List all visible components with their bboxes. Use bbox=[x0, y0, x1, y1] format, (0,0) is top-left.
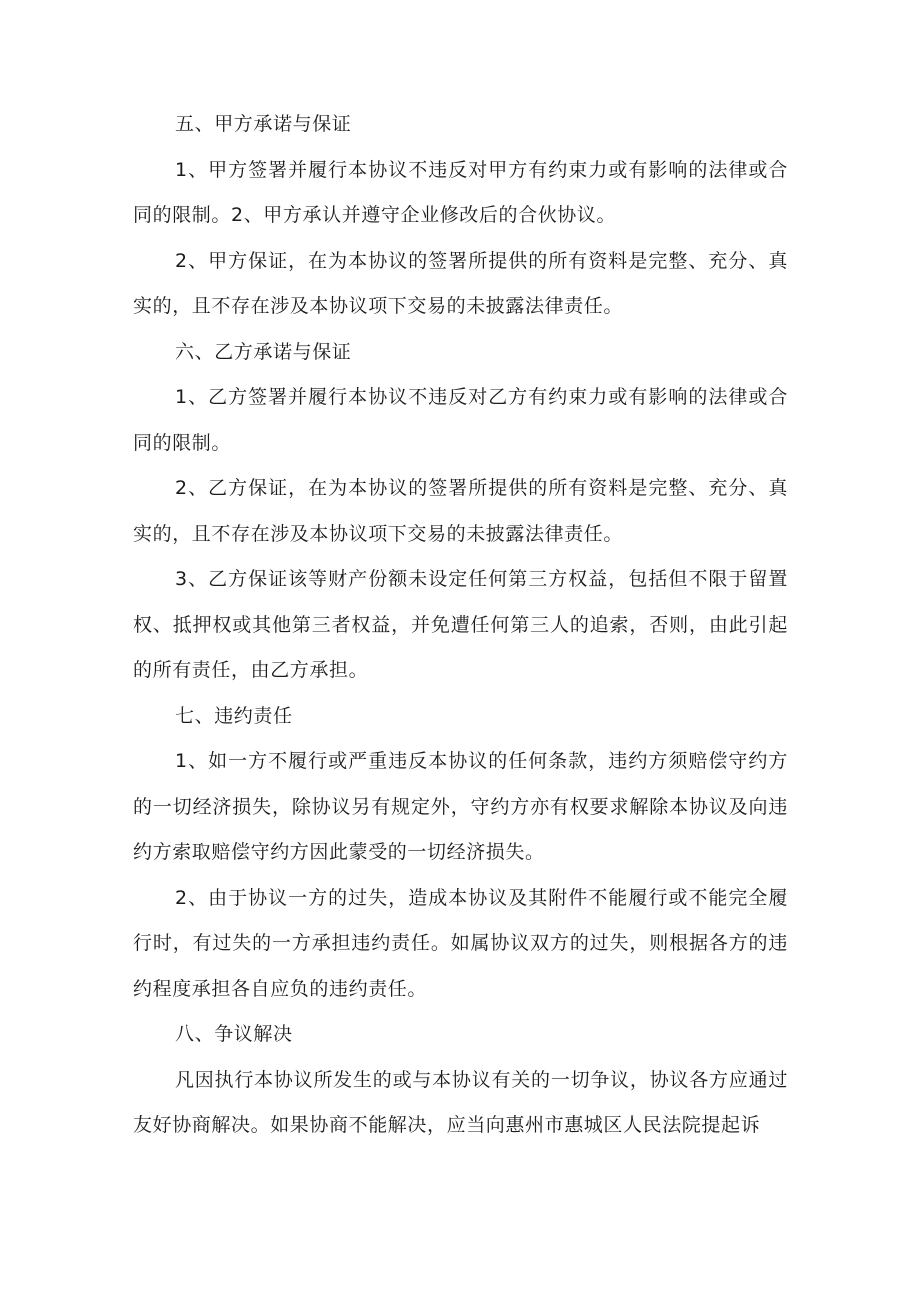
paragraph: 2、乙方保证，在为本协议的签署所提供的所有资料是完整、充分、真实的，且不存在涉及本协议项下交易的未披露法律责任。 bbox=[133, 477, 788, 545]
paragraph: 1、如一方不履行或严重违反本协议的任何条款，违约方须赔偿守约方的一切经济损失，除协议另有规定外，守约方亦有权要求解除本协议及向违约方索取赔偿守约方因此蒙受的一切经济损失。 bbox=[133, 750, 788, 863]
paragraph: 2、由于协议一方的过失，造成本协议及其附件不能履行或不能完全履行时，有过失的一方承担违约责任。如属协议双方的过失，则根据各方的违约程度承担各自应负的违约责任。 bbox=[133, 886, 788, 1000]
section-heading: 六、乙方承诺与保证 bbox=[175, 340, 352, 363]
paragraph: 凡因执行本协议所发生的或与本协议有关的一切争议，协议各方应通过友好协商解决。如果协商不能解决，应当向惠州市惠城区人民法院提起诉 bbox=[133, 1068, 788, 1136]
paragraph: 1、乙方签署并履行本协议不违反对乙方有约束力或有影响的法律或合同的限制。 bbox=[133, 386, 788, 454]
section-heading: 七、违约责任 bbox=[175, 704, 293, 727]
paragraph: 2、甲方保证，在为本协议的签署所提供的所有资料是完整、充分、真实的，且不存在涉及本协议项下交易的未披露法律责任。 bbox=[133, 249, 788, 317]
document-body bbox=[133, 102, 788, 1149]
paragraph: 3、乙方保证该等财产份额未设定任何第三方权益，包括但不限于留置权、抵押权或其他第三者权益，并免遭任何第三人的追索，否则，由此引起的所有责任，由乙方承担。 bbox=[133, 568, 788, 681]
section-heading: 八、争议解决 bbox=[175, 1023, 293, 1045]
paragraph: 1、甲方签署并履行本协议不违反对甲方有约束力或有影响的法律或合同的限制。2、甲方承认并遵守企业修改后的合伙协议。 bbox=[133, 158, 788, 226]
section-heading: 五、甲方承诺与保证 bbox=[175, 113, 352, 135]
